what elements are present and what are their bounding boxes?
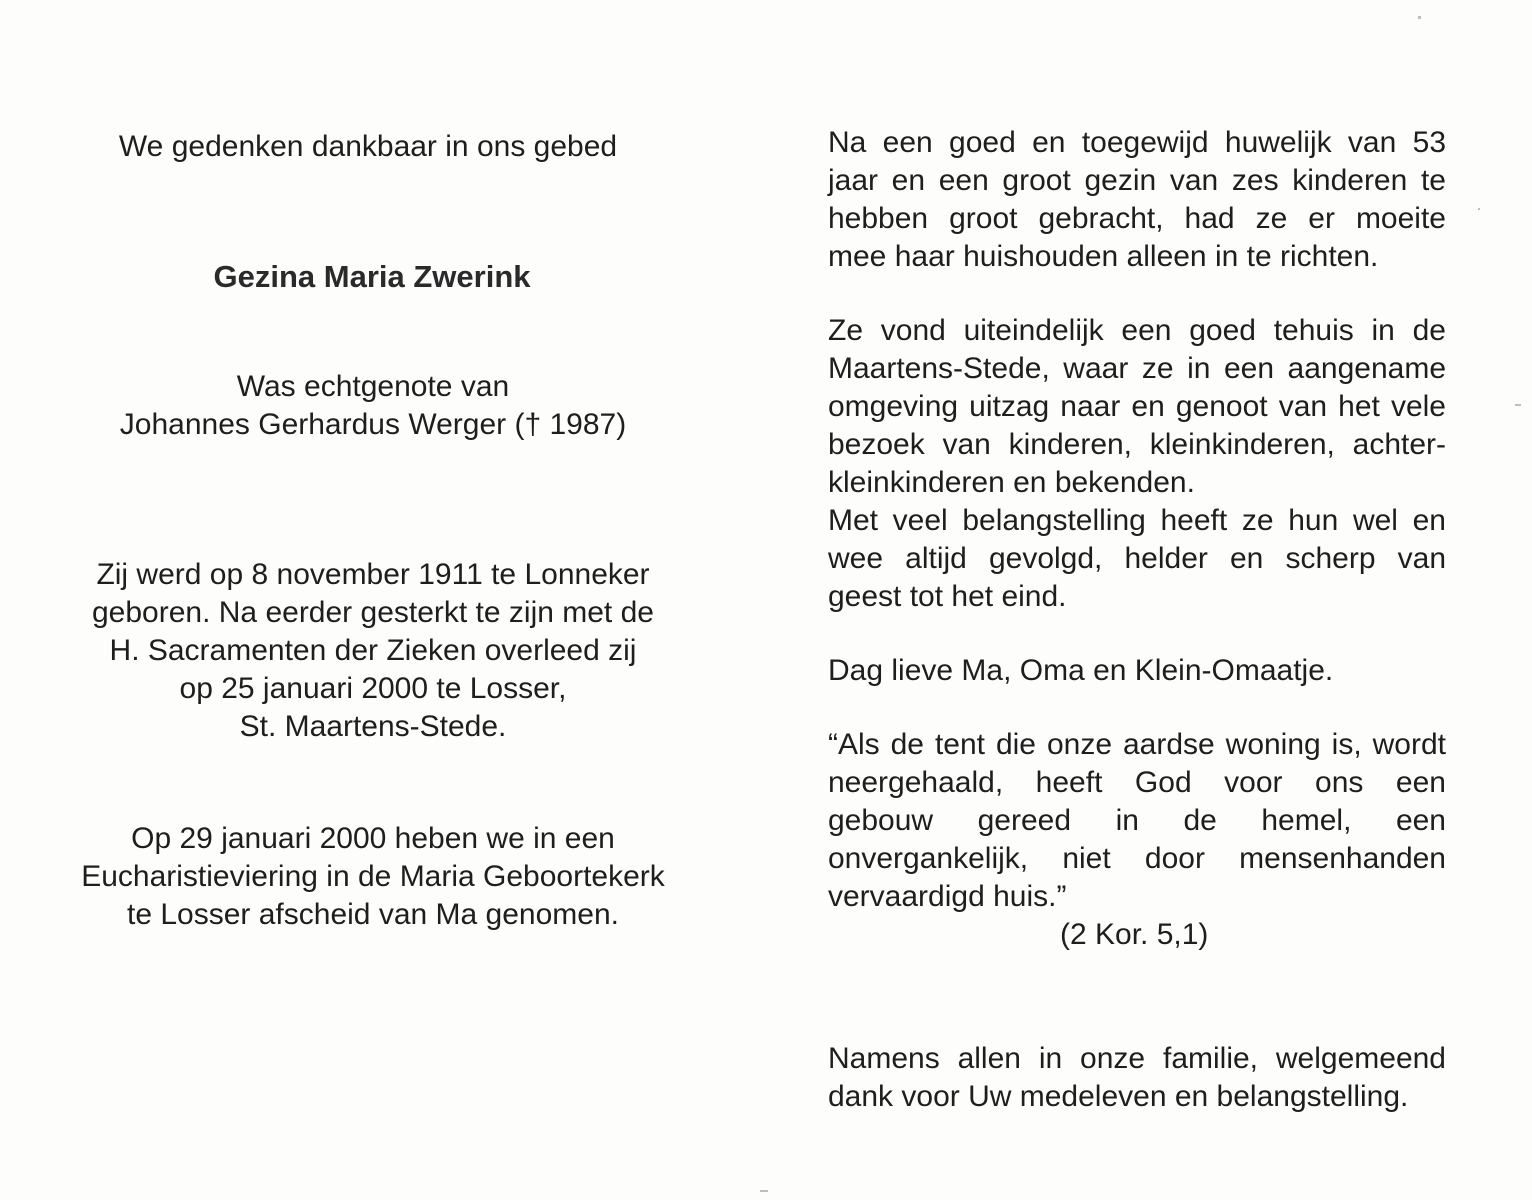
text-line: Na een goed en toegewijd huwelijk van 53 — [828, 126, 1446, 159]
text-line: jaar en een groot gezin van zes kinderen te — [828, 164, 1446, 197]
text-line: Ze vond uiteindelijk een goed tehuis in de — [828, 314, 1446, 347]
greeting: We gedenken dankbaar in ons gebed — [118, 130, 618, 163]
text-line: omgeving uitzag naar en genoot van het vele — [828, 390, 1446, 423]
left-column — [70, 128, 676, 934]
spouse-block — [70, 368, 676, 444]
scan-speck — [760, 1190, 768, 1192]
text-line: Maartens-Stede, waar ze in een aangename — [828, 352, 1446, 385]
text-line: op 25 januari 2000 te Losser, — [179, 672, 567, 705]
bible-quote — [828, 726, 1446, 916]
text-line: vervaardigd huis.” — [828, 880, 1067, 913]
thanks-paragraph — [828, 1040, 1446, 1116]
scan-speck — [1418, 16, 1421, 19]
farewell-paragraph — [70, 820, 676, 934]
text-line: bezoek van kinderen, kleinkinderen, achter- — [828, 428, 1446, 461]
text-line: geest tot het eind. — [828, 580, 1067, 613]
deceased-name: Gezina Maria Zwerink — [213, 259, 531, 294]
text-line: Op 29 januari 2000 heben we in een — [131, 822, 615, 855]
text-line: mee haar huishouden alleen in te richten. — [828, 240, 1379, 273]
text-line: neergehaald, heeft God voor ons een — [828, 766, 1446, 799]
text-line: H. Sacramenten der Zieken overleed zij — [109, 634, 637, 667]
goodbye-line: Dag lieve Ma, Oma en Klein-Omaatje. — [828, 654, 1334, 687]
text-line: Met veel belangstelling heeft ze hun wel en — [828, 504, 1446, 537]
home-paragraph — [828, 312, 1446, 616]
text-line: Namens allen in onze familie, welgemeend — [828, 1042, 1446, 1075]
quote-citation: (2 Kor. 5,1) — [1060, 918, 1209, 951]
text-line: Zij werd op 8 november 1911 te Lonneker — [96, 558, 650, 591]
text-line: Eucharistieviering in de Maria Geboortekerk — [81, 860, 665, 893]
spouse-intro: Was echtgenote van — [236, 370, 510, 403]
scan-speck — [1515, 404, 1521, 406]
text-line: dank voor Uw medeleven en belangstelling. — [828, 1080, 1409, 1113]
spouse-name: Johannes Gerhardus Werger († 1987) — [119, 408, 627, 441]
text-line: onvergankelijk, niet door mensenhanden — [828, 842, 1446, 875]
scan-speck — [1478, 208, 1480, 210]
text-line: te Losser afscheid van Ma genomen. — [127, 898, 619, 931]
right-column — [828, 124, 1446, 1116]
birth-death-paragraph — [70, 556, 676, 746]
text-line: geboren. Na eerder gesterkt te zijn met de — [92, 596, 654, 629]
text-line: wee altijd gevolgd, helder en scherp van — [828, 542, 1446, 575]
text-line: kleinkinderen en bekenden. — [828, 466, 1195, 499]
text-line: hebben groot gebracht, had ze er moeite — [828, 202, 1446, 235]
text-line: gebouw gereed in de hemel, een — [828, 804, 1446, 837]
text-line: St. Maartens-Stede. — [239, 710, 507, 743]
text-line: “Als de tent die onze aardse woning is, wordt — [828, 728, 1446, 761]
marriage-paragraph — [828, 124, 1446, 276]
